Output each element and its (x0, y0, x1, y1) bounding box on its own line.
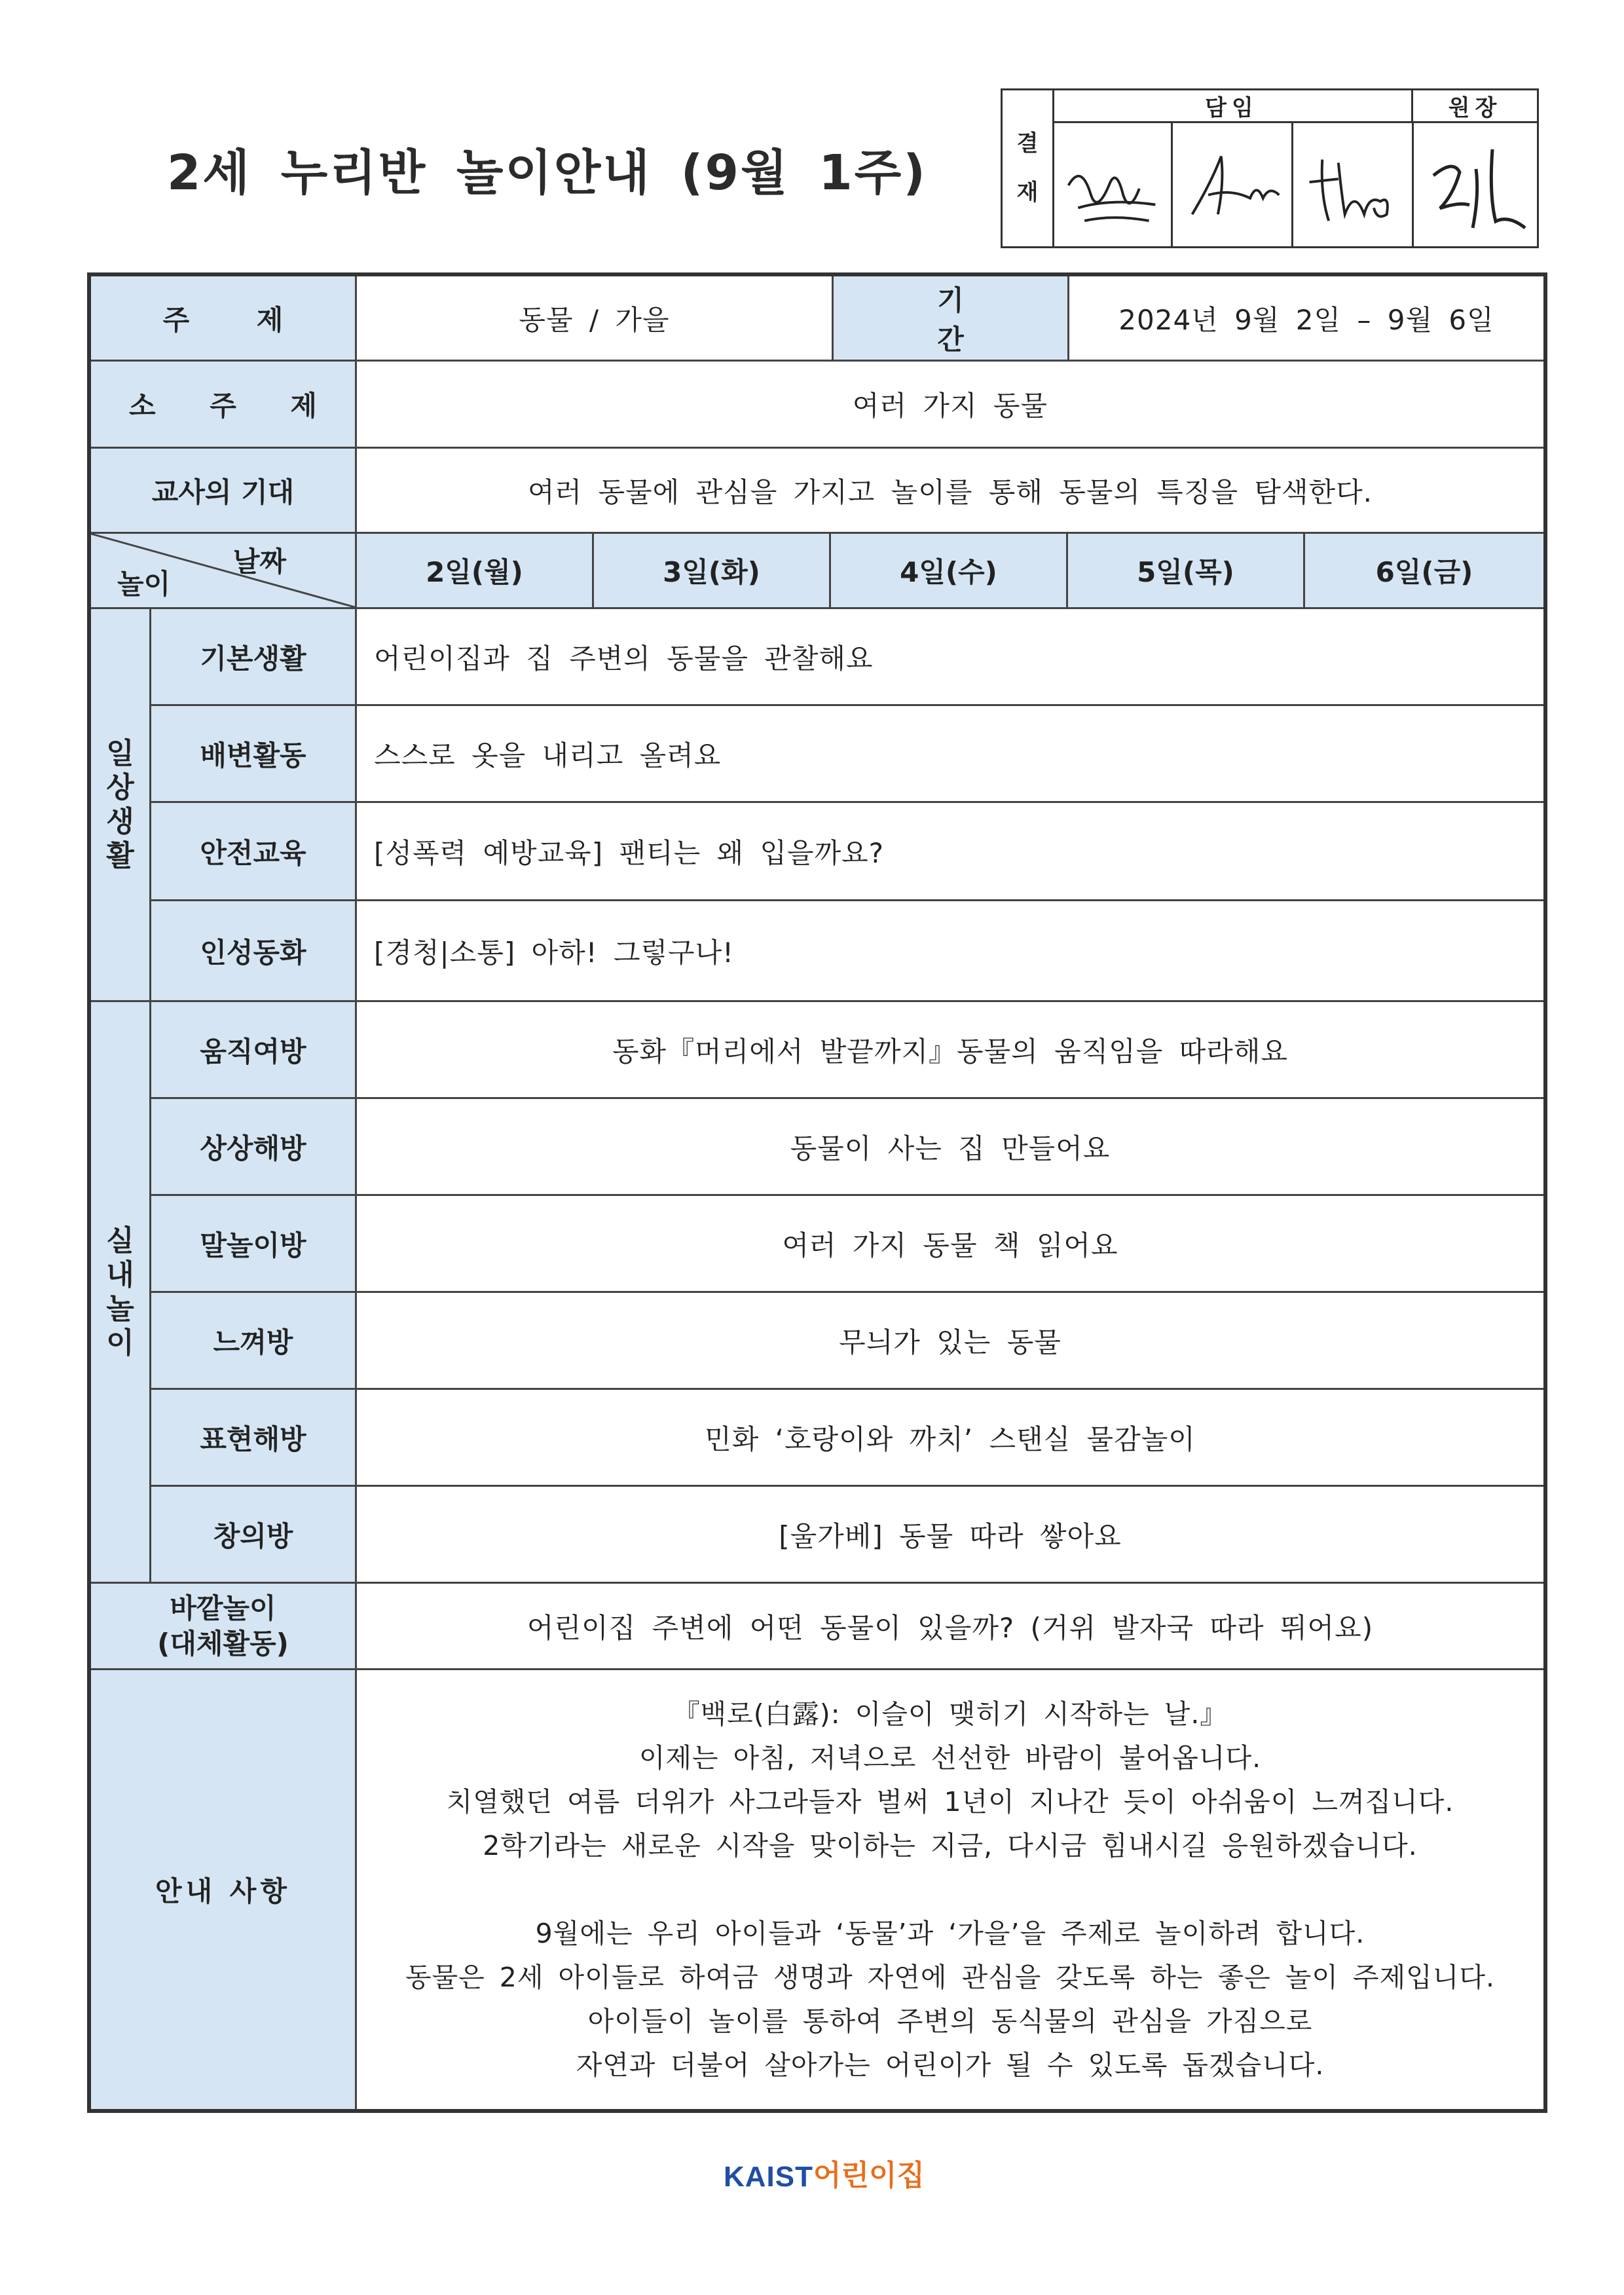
page-title: 2세 누리반 놀이안내 (9월 1주) (167, 145, 927, 201)
indoor-row-value: [울가베] 동물 따라 쌓아요 (357, 1487, 1543, 1584)
signature-4 (1414, 123, 1537, 246)
notice-label: 안내 사항 (91, 1670, 357, 2109)
indoor-row-label: 창의방 (151, 1487, 357, 1584)
daily-row-value: 어린이집과 집 주변의 동물을 관찰해요 (357, 609, 1543, 706)
subtopic-value: 여러 가지 동물 (357, 362, 1543, 449)
daily-row-value: [성폭력 예방교육] 팬티는 왜 입을까요? (357, 803, 1543, 901)
expectation-value: 여러 동물에 관심을 가지고 놀이를 통해 동물의 특징을 탐색한다. (357, 449, 1543, 534)
outdoor-label-2: (대체활동) (157, 1627, 289, 1660)
daily-life-group-label (91, 609, 151, 1002)
expectation-label: 교사의 기대 (91, 449, 357, 534)
outdoor-label (91, 1584, 357, 1670)
indoor-play-group-label (91, 1002, 151, 1584)
group-char: 생 (106, 804, 134, 838)
indoor-row-value: 민화 ‘호랑이와 까치’ 스탠실 물감놀이 (357, 1390, 1543, 1487)
signature-3 (1293, 123, 1414, 246)
approval-side-label (1003, 90, 1054, 246)
indoor-row-value: 여러 가지 동물 책 읽어요 (357, 1196, 1543, 1293)
notice-line: 치열했던 여름 더위가 사그라들자 벌써 1년이 지나간 듯이 아쉬움이 느껴집니다. (446, 1785, 1454, 1818)
notice-line: 동물은 2세 아이들로 하여금 생명과 자연에 관심을 갖도록 하는 좋은 놀이 주제입니다. (405, 1961, 1496, 1993)
day-header: 6일(금) (1305, 534, 1543, 609)
subject-value: 동물 / 가을 (357, 276, 834, 362)
indoor-row-label: 상상해방 (151, 1099, 357, 1196)
period-label: 기 간 (834, 276, 1069, 362)
daily-row-label: 기본생활 (151, 609, 357, 706)
group-char: 실 (106, 1223, 134, 1258)
notice-line: 2학기라는 새로운 시작을 맞이하는 지금, 다시금 힘내시길 응원하겠습니다. (483, 1829, 1418, 1861)
subject-label: 주 제 (91, 276, 357, 362)
indoor-row-value: 동물이 사는 집 만들어요 (357, 1099, 1543, 1196)
day-header: 5일(목) (1068, 534, 1305, 609)
date-corner-cell (91, 534, 357, 609)
indoor-row-label: 움직여방 (151, 1002, 357, 1099)
notice-line: 아이들이 놀이를 통하여 주변의 동식물의 관심을 가짐으로 (587, 2005, 1313, 2037)
daily-row-label: 안전교육 (151, 803, 357, 901)
kaist-daycare-logo (724, 2152, 925, 2193)
indoor-row-label: 느껴방 (151, 1293, 357, 1390)
notice-line: 『백로(白露): 이슬이 맺히기 시작하는 날.』 (673, 1698, 1228, 1730)
notice-line: 9월에는 우리 아이들과 ‘동물’과 ‘가을’을 주제로 놀이하려 합니다. (535, 1917, 1365, 1949)
group-char: 활 (106, 838, 134, 872)
approval-side-label-2: 재 (1016, 179, 1039, 206)
signature-1 (1052, 123, 1173, 246)
subtopic-label: 소 주 제 (91, 362, 357, 449)
group-char: 내 (106, 1258, 134, 1292)
plan-table (87, 272, 1547, 2113)
day-header: 4일(수) (831, 534, 1068, 609)
signature-2 (1173, 123, 1293, 246)
indoor-row-value: 무늬가 있는 동물 (357, 1293, 1543, 1390)
logo-en: KAIST (724, 2161, 813, 2193)
corner-top-label: 날짜 (232, 546, 286, 578)
notice-line: 자연과 더불어 살아가는 어린이가 될 수 있도록 돕겠습니다. (576, 2049, 1325, 2081)
group-char: 이 (106, 1326, 134, 1360)
indoor-row-label: 말놀이방 (151, 1196, 357, 1293)
logo-ko: 어린이집 (813, 2159, 925, 2192)
day-header: 3일(화) (594, 534, 831, 609)
notice-line: 이제는 아침, 저녁으로 선선한 바람이 불어옵니다. (638, 1742, 1262, 1774)
daily-row-value: 스스로 옷을 내리고 올려요 (357, 706, 1543, 803)
group-char: 놀 (106, 1292, 134, 1326)
notice-body (357, 1670, 1543, 2109)
group-char: 일 (106, 736, 134, 770)
approval-director-header: 원장 (1413, 90, 1537, 123)
approval-side-label-1: 결 (1016, 130, 1039, 157)
daily-row-value: [경청|소통] 아하! 그렇구나! (357, 901, 1543, 1002)
daily-row-label: 인성동화 (151, 901, 357, 1002)
approval-box (1001, 88, 1539, 248)
outdoor-label-1: 바깥놀이 (170, 1592, 276, 1624)
indoor-row-label: 표현해방 (151, 1390, 357, 1487)
group-char: 상 (106, 770, 134, 804)
indoor-row-value: 동화『머리에서 발끝까지』동물의 움직임을 따라해요 (357, 1002, 1543, 1099)
period-value: 2024년 9월 2일 – 9월 6일 (1069, 276, 1543, 362)
outdoor-value: 어린이집 주변에 어떤 동물이 있을까? (거위 발자국 따라 뛰어요) (357, 1584, 1543, 1670)
daily-row-label: 배변활동 (151, 706, 357, 803)
day-header: 2일(월) (357, 534, 594, 609)
corner-bottom-label: 놀이 (117, 568, 171, 600)
approval-homeroom-header: 담임 (1052, 90, 1413, 123)
